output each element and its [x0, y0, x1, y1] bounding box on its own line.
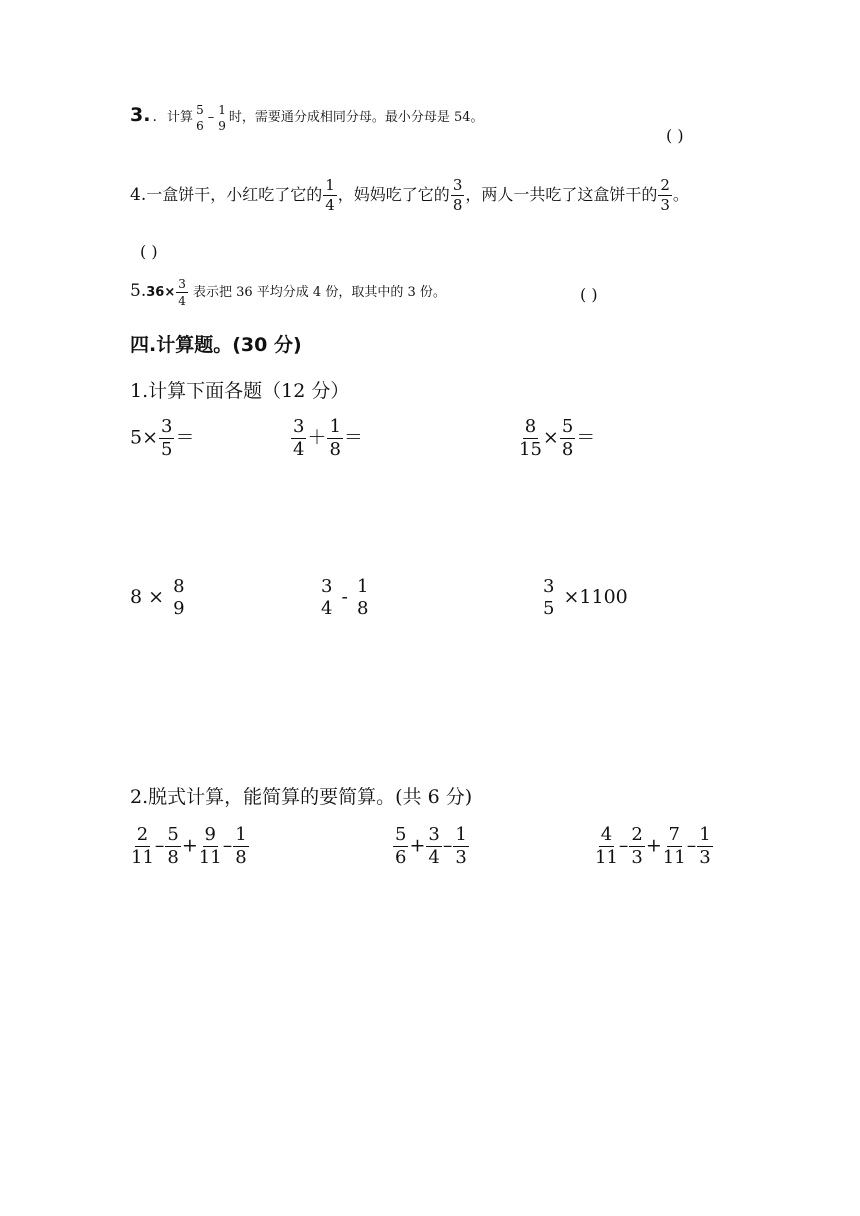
- expression-7: $\frac{2}{11}$ – $\frac{5}{8}$ + $\frac{9}{11}$ – $\frac{1}{8}$: [131, 824, 247, 868]
- expression-1: 5× $\frac{3}{5}$ ＝: [130, 416, 195, 460]
- expression-3: $\frac{8}{15}$ × $\frac{5}{8}$ ＝: [519, 416, 596, 460]
- answer-paren: ( ): [140, 242, 158, 261]
- question-number: 3.: [130, 104, 151, 126]
- fraction: 8 9: [173, 576, 185, 619]
- fraction: $\frac{8}{15}$: [519, 416, 542, 460]
- fraction: $\frac{4}{11}$: [595, 824, 618, 868]
- fraction: $\frac{1}{8}$: [235, 824, 247, 868]
- fraction: $\frac{7}{11}$: [662, 824, 686, 868]
- fraction: $\frac{3}{4}$: [178, 277, 186, 308]
- section-title: 四.计算题。(30 分): [130, 334, 302, 356]
- expression-2: $\frac{3}{4}$ ＋ $\frac{1}{8}$ ＝: [293, 416, 363, 460]
- fraction: $\frac{3}{4}$: [428, 824, 440, 868]
- question-4: 4.一盒饼干，小红吃了它的 $\frac{1}{4}$ ，妈妈吃了它的 $\frac{3}{8}$ ，两人一共吃了这盒饼干的 $\frac{2}{3}$ 。: [130, 176, 689, 214]
- fraction: $\frac{2}{3}$: [660, 176, 670, 214]
- question-number: 4.: [130, 185, 147, 205]
- fraction: $\frac{1}{3}$: [699, 824, 711, 868]
- fraction: $\frac{9}{11}$: [198, 824, 222, 868]
- question-3: 3. . 计算 5 6 – 1 9 时，需要通分成相同分母。最小分母是 54。: [130, 103, 484, 133]
- fraction: $\frac{3}{5}$: [161, 416, 173, 460]
- fraction: $\frac{3}{4}$: [293, 416, 305, 460]
- expression-9: $\frac{4}{11}$ – $\frac{2}{3}$ + $\frac{7}{11}$ – $\frac{1}{3}$: [595, 824, 711, 868]
- expression-4: 8 × 8 9: [130, 576, 185, 619]
- expression-8: $\frac{5}{6}$ + $\frac{3}{4}$ – $\frac{1}{3}$: [395, 824, 467, 868]
- fraction: 1 9: [218, 103, 226, 133]
- fraction: $\frac{2}{11}$: [131, 824, 154, 868]
- fraction: $\frac{5}{8}$: [561, 416, 574, 460]
- fraction: 3 5: [543, 576, 555, 619]
- answer-paren: ( ): [580, 285, 598, 304]
- fraction: $\frac{1}{4}$: [325, 176, 335, 214]
- question-5: 5.36× $\frac{3}{4}$ 表示把 36 平均分成 4 份，取其中的 3 份。: [130, 277, 446, 308]
- fraction: $\frac{1}{3}$: [455, 824, 467, 868]
- expression-6: 3 5 ×1100: [543, 576, 628, 619]
- fraction: $\frac{2}{3}$: [631, 824, 643, 868]
- fraction: $\frac{5}{8}$: [167, 824, 179, 868]
- fraction: $\frac{3}{8}$: [452, 176, 463, 214]
- fraction: $\frac{1}{8}$: [329, 416, 341, 460]
- part-1-title: 1.计算下面各题（12 分）: [130, 380, 350, 402]
- fraction: 3 4: [321, 576, 333, 619]
- part-2-title: 2.脱式计算，能简算的要简算。(共 6 分): [130, 786, 473, 808]
- fraction: $\frac{5}{6}$: [395, 824, 407, 868]
- answer-paren: ( ): [666, 126, 684, 145]
- expression-5: 3 4 - 1 8: [321, 576, 369, 619]
- question-number: 5.: [130, 281, 147, 301]
- fraction: 1 8: [356, 576, 369, 619]
- fraction: 5 6: [196, 103, 204, 133]
